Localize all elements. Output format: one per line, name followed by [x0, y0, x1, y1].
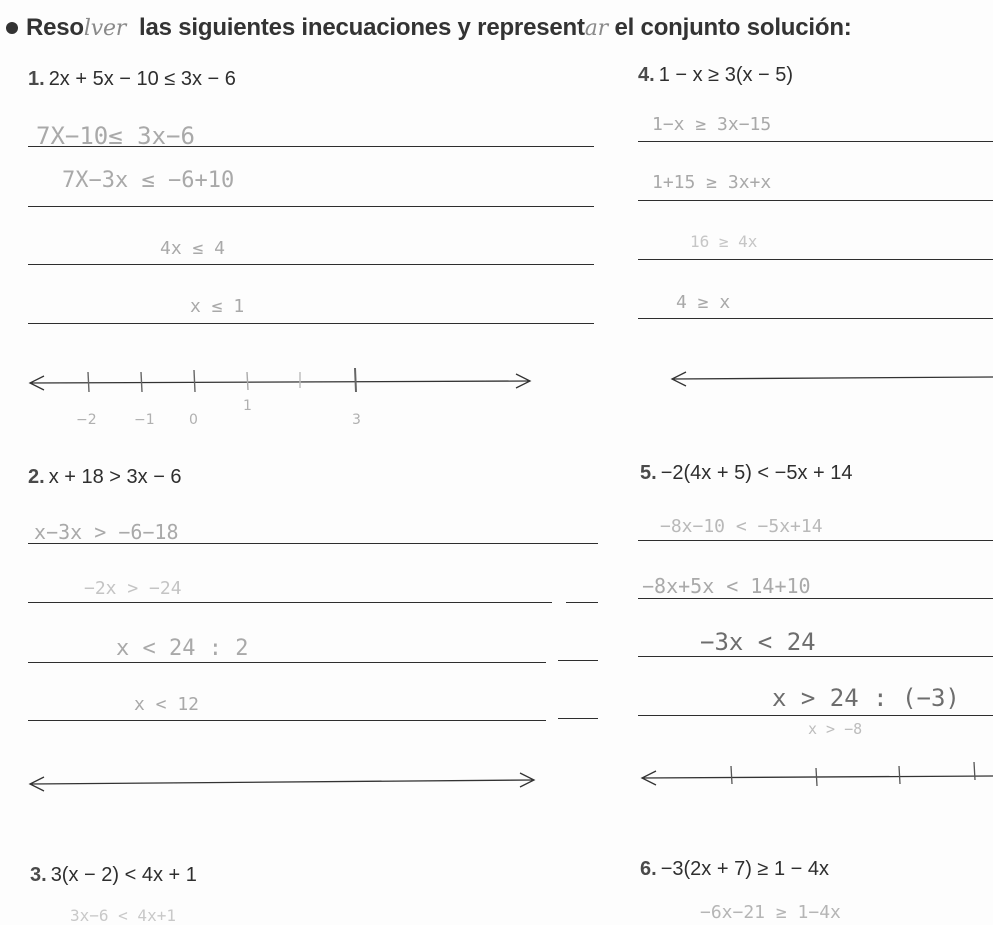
handwritten-step: x < 24 : 2 [116, 636, 249, 661]
problem-expression: 3(x − 2) < 4x + 1 [50, 864, 197, 886]
problem-expression: 2x + 5x − 10 ≤ 3x − 6 [48, 68, 236, 90]
problem-expression: −2(4x + 5) < −5x + 14 [660, 462, 853, 484]
title-handwritten-2: ar [584, 16, 608, 41]
handwritten-step: x−3x > −6−18 [34, 520, 179, 544]
handwritten-step: 4x ≤ 4 [160, 238, 226, 259]
tick-mark [816, 768, 817, 786]
handwritten-step: 3x−6 < 4x+1 [70, 906, 176, 925]
handwritten-step: x ≤ 1 [190, 296, 245, 317]
number-line-2 [30, 773, 534, 791]
title-prefix: Reso [26, 14, 84, 41]
problem-number: 6. [640, 858, 657, 880]
title-handwritten-1: lver [83, 16, 127, 41]
handwritten-step: −8x+5x < 14+10 [642, 574, 811, 598]
numberline-label: −2 [76, 412, 97, 428]
tick-mark [899, 766, 900, 784]
tick-mark [247, 372, 248, 390]
problem-expression: x + 18 > 3x − 6 [48, 466, 182, 488]
numberline-label: 1 [243, 398, 252, 414]
handwritten-step: x > −8 [808, 720, 863, 738]
handwritten-step: 1−x ≥ 3x−15 [652, 114, 772, 135]
problem-number: 2. [28, 466, 45, 488]
problem-number: 4. [638, 64, 655, 86]
tick-mark [731, 766, 732, 784]
handwritten-step: x < 12 [134, 694, 200, 715]
tick-mark [974, 762, 975, 780]
handwritten-step: x > 24 : (−3) [772, 684, 960, 712]
tick-mark [141, 372, 142, 392]
number-line-4 [672, 372, 993, 386]
number-line-5 [642, 771, 993, 785]
problem-expression: −3(2x + 7) ≥ 1 − 4x [660, 858, 829, 880]
handwritten-step: −3x < 24 [700, 628, 816, 656]
problem-number: 5. [640, 462, 657, 484]
handwritten-step: −8x−10 < −5x+14 [660, 516, 823, 537]
number-line-1 [30, 374, 530, 390]
title-middle: las siguientes inecuaciones y represent [139, 14, 585, 41]
handwritten-step: −6x−21 ≥ 1−4x [700, 902, 841, 923]
tick-mark [194, 370, 195, 392]
handwritten-step: 7X−10≤ 3x−6 [36, 122, 195, 150]
tick-mark [88, 372, 89, 392]
number-line-1-ticks [88, 368, 356, 392]
title-suffix: el conjunto solución: [614, 14, 852, 41]
tick-mark [355, 368, 356, 392]
handwritten-step: −2x > −24 [84, 578, 182, 599]
number-line-5-ticks [731, 762, 975, 786]
handwritten-step: 4 ≥ x [676, 292, 731, 313]
numberline-label: 0 [189, 412, 198, 428]
numberline-label: −1 [134, 412, 155, 428]
numberline-label: 3 [352, 412, 361, 428]
problem-number: 1. [28, 68, 45, 90]
handwritten-step: 16 ≥ 4x [690, 232, 758, 251]
handwritten-step: 7X−3x ≤ −6+10 [62, 168, 235, 193]
problem-expression: 1 − x ≥ 3(x − 5) [658, 64, 794, 86]
handwritten-step: 1+15 ≥ 3x+x [652, 172, 772, 193]
problem-number: 3. [30, 864, 47, 886]
